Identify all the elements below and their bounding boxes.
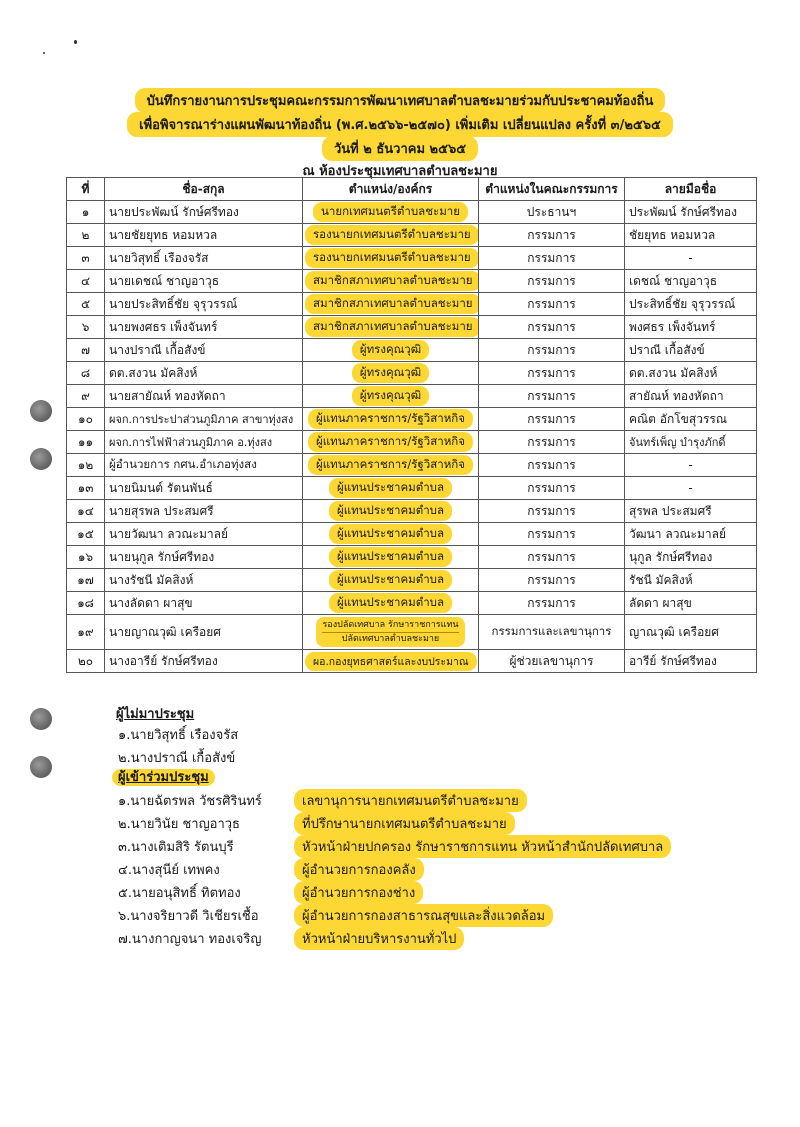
committee-role: กรรมการ (479, 477, 625, 500)
signature: ปราณี เกื้อสังข์ (625, 339, 757, 362)
table-row (67, 523, 757, 546)
member-position: ผู้ทรงคุณวุฒิ (352, 363, 429, 383)
row-number: ๑๒ (67, 454, 105, 477)
committee-role: กรรมการ (479, 408, 625, 431)
committee-role: กรรมการ (479, 247, 625, 270)
list-item (118, 790, 519, 813)
member-position: รองนายกเทศมนตรีตำบลชะมาย (305, 248, 479, 268)
committee-role: กรรมการ (479, 523, 625, 546)
row-number: ๒๐ (67, 650, 105, 673)
member-name: นายพงศธร เพ็งจันทร์ (105, 316, 303, 339)
row-number: ๑๗ (67, 569, 105, 592)
signature: - (625, 247, 757, 270)
attendee-role: เลขานุการนายกเทศมนตรีตำบลชะมาย (294, 789, 527, 812)
member-position: สมาชิกสภาเทศบาลตำบลชะมาย (305, 271, 479, 291)
member-position: ผู้ทรงคุณวุฒิ (352, 340, 429, 360)
member-position: รองนายกเทศมนตรีตำบลชะมาย (305, 225, 479, 245)
member-position: ผู้แทนภาคราชการ/รัฐวิสาหกิจ (308, 455, 473, 475)
attendee-name: ๗.นางกาญจนา ทองเจริญ (118, 932, 262, 947)
table-row (67, 201, 757, 224)
member-name: นายวัฒนา ลวณะมาลย์ (105, 523, 303, 546)
list-item: ๒.นางปราณี เกื้อสังข์ (118, 751, 236, 766)
table-row (67, 431, 757, 454)
header-venue: ณ ห้องประชุมเทศบาลตำบลชะมาย (302, 164, 498, 179)
signature: - (625, 454, 757, 477)
list-item (118, 882, 416, 905)
member-name: นายนุกูล รักษ์ศรีทอง (105, 546, 303, 569)
table-row (67, 569, 757, 592)
absent-section (116, 703, 194, 724)
table-row (67, 615, 757, 650)
table-row (67, 224, 757, 247)
table-row (67, 316, 757, 339)
committee-role: ผู้ช่วยเลขานุการ (479, 650, 625, 673)
signature: - (625, 477, 757, 500)
member-position: ผู้แทนประชาคมตำบล (329, 501, 452, 521)
committee-role: กรรมการ (479, 316, 625, 339)
header-line-1: บันทึกรายงานการประชุมคณะกรรมการพัฒนาเทศบาลตำบลชะมายร่วมกับประชาคมท้องถิ่น (135, 88, 666, 113)
row-number: ๔ (67, 270, 105, 293)
row-number: ๑๖ (67, 546, 105, 569)
attendee-name: ๑.นายฉัตรพล วัชรศิรินทร์ (118, 794, 262, 809)
signature: สายัณห์ ทองหัดถา (625, 385, 757, 408)
header-line-2: เพื่อพิจารณาร่างแผนพัฒนาท้องถิ่น (พ.ศ.๒๕๖๖-๒๕๗๐) เพิ่มเติม เปลี่ยนแปลง ครั้งที่ ๓/๒๕๖๕ (127, 112, 673, 137)
member-name: นายเดชณ์ ชาญอาวุธ (105, 270, 303, 293)
committee-role: กรรมการและเลขานุการ (479, 615, 625, 650)
attendee-role: หัวหน้าฝ่ายบริหารงานทั่วไป (294, 927, 464, 950)
committee-role: กรรมการ (479, 339, 625, 362)
committee-role: กรรมการ (479, 500, 625, 523)
row-number: ๑๘ (67, 592, 105, 615)
list-item (118, 905, 546, 928)
table-row (67, 293, 757, 316)
member-position-line-2: ปลัดเทศบาลตำบลชะมาย (322, 632, 458, 645)
signature: สุรพล ประสมศรี (625, 500, 757, 523)
table-row (67, 339, 757, 362)
col-header-name: ชื่อ-สกุล (105, 178, 303, 201)
member-name: นายสายัณห์ ทองหัดถา (105, 385, 303, 408)
member-position: ผอ.กองยุทธศาสตร์และงบประมาณ (305, 652, 477, 671)
punch-hole (30, 400, 52, 422)
table-row (67, 385, 757, 408)
member-name: นางปราณี เกื้อสังข์ (105, 339, 303, 362)
col-header-committee: ตำแหน่งในคณะกรรมการ (479, 178, 625, 201)
punch-hole (30, 448, 52, 470)
member-position: สมาชิกสภาเทศบาลตำบลชะมาย (305, 317, 479, 337)
row-number: ๑๙ (67, 615, 105, 650)
attendees-heading: ผู้เข้าร่วมประชุม (112, 769, 215, 786)
table-row (67, 546, 757, 569)
member-name: ผจก.การประปาส่วนภูมิภาค สาขาทุ่งสง (105, 408, 303, 431)
table-row (67, 247, 757, 270)
row-number: ๖ (67, 316, 105, 339)
list-item (118, 836, 664, 859)
member-position: ผู้แทนประชาคมตำบล (329, 547, 452, 567)
row-number: ๕ (67, 293, 105, 316)
signature: เดชณ์ ชาญอาวุธ (625, 270, 757, 293)
table-row (67, 454, 757, 477)
header-date: วันที่ ๒ ธันวาคม ๒๕๖๕ (322, 136, 478, 161)
member-name: นายประสิทธิ์ชัย จุรุวรรณ์ (105, 293, 303, 316)
attendee-name: ๖.นางจริยาวดี วิเชียรเชื้อ (118, 909, 259, 924)
attendee-name: ๒.นายวินัย ชาญอาวุธ (118, 817, 240, 832)
signature: จันทร์เพ็ญ บำรุงภักดิ์ (625, 431, 757, 454)
member-position: ผู้แทนภาคราชการ/รัฐวิสาหกิจ (308, 432, 473, 452)
committee-role: กรรมการ (479, 454, 625, 477)
row-number: ๓ (67, 247, 105, 270)
list-item: ๑.นายวิสุทธิ์ เรืองจรัส (118, 728, 239, 743)
list-item (118, 859, 416, 882)
table-row (67, 408, 757, 431)
committee-role: กรรมการ (479, 431, 625, 454)
member-position (316, 617, 464, 647)
committee-role: กรรมการ (479, 270, 625, 293)
committee-role: กรรมการ (479, 569, 625, 592)
member-position: นายกเทศมนตรีตำบลชะมาย (313, 202, 468, 222)
committee-role: กรรมการ (479, 385, 625, 408)
row-number: ๒ (67, 224, 105, 247)
member-position: ผู้แทนประชาคมตำบล (329, 593, 452, 613)
member-name: นายประพัฒน์ รักษ์ศรีทอง (105, 201, 303, 224)
row-number: ๑๓ (67, 477, 105, 500)
signature: คณิต อักโขสุวรรณ (625, 408, 757, 431)
signature: ประพัฒน์ รักษ์ศรีทอง (625, 201, 757, 224)
signature: ชัยยุทธ หอมหวล (625, 224, 757, 247)
signature: ญาณวุฒิ เครือยศ (625, 615, 757, 650)
signature: นุกูล รักษ์ศรีทอง (625, 546, 757, 569)
committee-role: กรรมการ (479, 592, 625, 615)
row-number: ๑๑ (67, 431, 105, 454)
absent-list (118, 724, 238, 770)
member-name: ดต.สงวน มัคสิงห์ (105, 362, 303, 385)
scan-speck (74, 40, 77, 44)
member-name: นายญาณวุฒิ เครือยศ (105, 615, 303, 650)
row-number: ๑๔ (67, 500, 105, 523)
member-name: นายวิสุทธิ์ เรืองจรัส (105, 247, 303, 270)
punch-hole (30, 708, 52, 730)
col-header-signature: ลายมือชื่อ (625, 178, 757, 201)
attendee-role: ผู้อำนวยการกองคลัง (294, 858, 424, 881)
attendee-role: ผู้อำนวยการกองช่าง (294, 881, 423, 904)
member-position: ผู้แทนประชาคมตำบล (329, 570, 452, 590)
attendee-role: ที่ปรึกษานายกเทศมนตรีตำบลชะมาย (294, 812, 515, 835)
member-name: นางอารีย์ รักษ์ศรีทอง (105, 650, 303, 673)
member-name: ผู้อำนวยการ กศน.อำเภอทุ่งสง (105, 454, 303, 477)
row-number: ๗ (67, 339, 105, 362)
signature: อารีย์ รักษ์ศรีทอง (625, 650, 757, 673)
committee-role: กรรมการ (479, 362, 625, 385)
signature: รัชนี มัคสิงห์ (625, 569, 757, 592)
table-header-row (67, 178, 757, 201)
signature: ลัดดา ผาสุข (625, 592, 757, 615)
attendees-list (118, 790, 664, 951)
member-position: สมาชิกสภาเทศบาลตำบลชะมาย (305, 294, 479, 314)
signature: พงศธร เพ็งจันทร์ (625, 316, 757, 339)
attendees-section (112, 766, 215, 787)
member-position: ผู้ทรงคุณวุฒิ (352, 386, 429, 406)
table-row (67, 500, 757, 523)
signature: ดต.สงวน มัคสิงห์ (625, 362, 757, 385)
committee-role: กรรมการ (479, 224, 625, 247)
member-name: นางลัดดา ผาสุข (105, 592, 303, 615)
row-number: ๑๕ (67, 523, 105, 546)
row-number: ๘ (67, 362, 105, 385)
member-name: ผจก.การไฟฟ้าส่วนภูมิภาค อ.ทุ่งสง (105, 431, 303, 454)
row-number: ๑๐ (67, 408, 105, 431)
list-item (118, 928, 457, 951)
committee-role: กรรมการ (479, 546, 625, 569)
attendee-role: ผู้อำนวยการกองสาธารณสุขและสิ่งแวดล้อม (294, 904, 553, 927)
list-item (118, 813, 507, 836)
table-row (67, 650, 757, 673)
committee-role: กรรมการ (479, 293, 625, 316)
col-header-no: ที่ (67, 178, 105, 201)
absent-heading: ผู้ไม่มาประชุม (116, 707, 195, 722)
table-row (67, 270, 757, 293)
committee-role: ประธานฯ (479, 201, 625, 224)
attendee-name: ๓.นางเติมสิริ รัตนบุรี (118, 840, 234, 855)
member-position: ผู้แทนประชาคมตำบล (329, 524, 452, 544)
table-row (67, 477, 757, 500)
member-name: นายสุรพล ประสมศรี (105, 500, 303, 523)
attendance-table (66, 177, 757, 673)
attendee-name: ๕.นายอนุสิทธิ์ ทิตทอง (118, 886, 241, 901)
signature: วัฒนา ลวณะมาลย์ (625, 523, 757, 546)
table-row (67, 592, 757, 615)
scan-speck (43, 52, 45, 54)
member-name: นางรัชนี มัคสิงห์ (105, 569, 303, 592)
row-number: ๑ (67, 201, 105, 224)
member-position: ผู้แทนประชาคมตำบล (329, 478, 452, 498)
row-number: ๙ (67, 385, 105, 408)
attendee-name: ๔.นางสุนีย์ เทพคง (118, 863, 220, 878)
member-name: นายนิมนต์ รัตนพันธ์ (105, 477, 303, 500)
signature: ประสิทธิ์ชัย จุรุวรรณ์ (625, 293, 757, 316)
col-header-position: ตำแหน่ง/องค์กร (303, 178, 479, 201)
member-position-line-1: รองปลัดเทศบาล รักษาราชการแทน (322, 620, 459, 630)
punch-hole (30, 756, 52, 778)
table-row (67, 362, 757, 385)
member-name: นายชัยยุทธ หอมหวล (105, 224, 303, 247)
member-position: ผู้แทนภาคราชการ/รัฐวิสาหกิจ (308, 409, 473, 429)
attendee-role: หัวหน้าฝ่ายปกครอง รักษาราชการแทน หัวหน้าสำนักปลัดเทศบาล (294, 835, 671, 858)
